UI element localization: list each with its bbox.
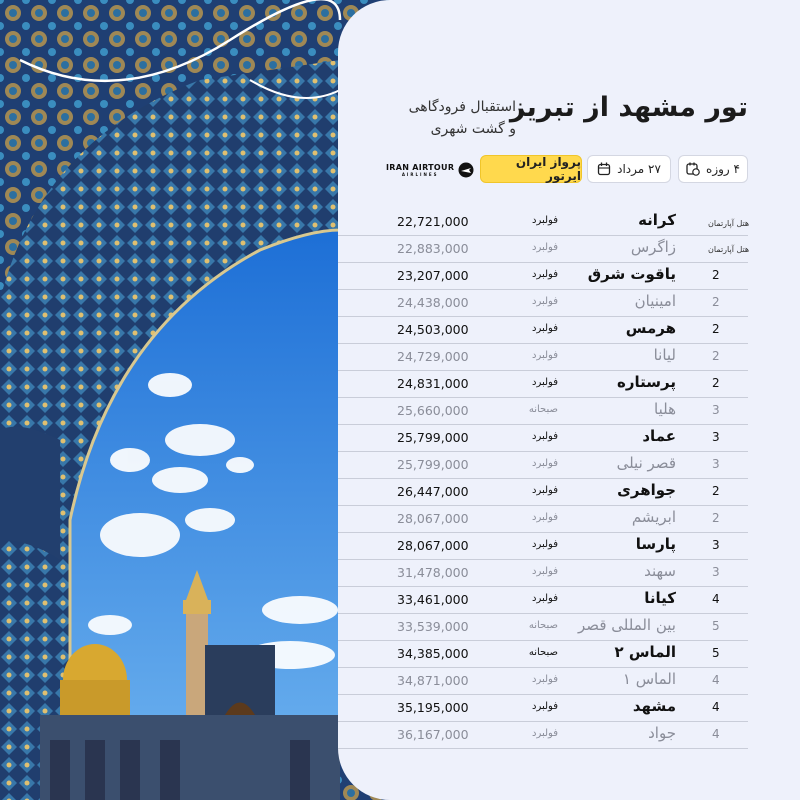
hotel-price: 25,799,000 xyxy=(397,430,469,445)
hotel-stars: 4 xyxy=(712,673,720,687)
hotel-name: کرانه xyxy=(638,211,676,229)
board-type: فولبرد xyxy=(532,566,558,577)
hotel-price: 25,660,000 xyxy=(397,403,469,418)
note-hotel-apartment-2: هتل آپارتمان xyxy=(708,245,750,254)
hotel-price: 33,539,000 xyxy=(397,619,469,634)
airplane-logo-icon xyxy=(458,162,474,178)
table-row xyxy=(338,290,748,317)
board-type: فولبرد xyxy=(532,323,558,334)
hotel-name: بین المللی قصر xyxy=(578,616,676,634)
hotel-stars: 3 xyxy=(712,538,720,552)
calendar-icon xyxy=(597,162,611,176)
flight-badge xyxy=(480,155,582,183)
price-table xyxy=(338,209,800,749)
hotel-stars: 2 xyxy=(712,511,720,525)
duration-label: ۴ روزه xyxy=(706,162,740,176)
board-type: فولبرد xyxy=(532,674,558,685)
hotel-name: مشهد xyxy=(632,697,676,715)
hotel-stars: 2 xyxy=(712,349,720,363)
hotel-stars: 2 xyxy=(712,376,720,390)
table-row xyxy=(338,641,748,668)
airline-logo xyxy=(386,162,474,178)
board-type: فولبرد xyxy=(532,350,558,361)
table-row xyxy=(338,209,748,236)
table-row xyxy=(338,587,748,614)
hotel-name: الماس ۲ xyxy=(614,643,676,661)
note-hotel-apartment-1: هتل آپارتمان xyxy=(708,219,750,228)
page-title: تور مشهد از تبریز xyxy=(509,92,748,123)
hotel-stars: 4 xyxy=(712,727,720,741)
board-type: فولبرد xyxy=(532,458,558,469)
hotel-stars: 2 xyxy=(712,484,720,498)
table-row xyxy=(338,236,748,263)
date-label: ۲۷ مرداد xyxy=(617,162,661,176)
table-row xyxy=(338,506,748,533)
board-type: فولبرد xyxy=(532,431,558,442)
logo-text: IRAN AIRTOUR xyxy=(386,163,455,172)
hotel-stars: 5 xyxy=(712,619,720,633)
hotel-name: لیانا xyxy=(653,346,676,364)
board-type: فولبرد xyxy=(532,593,558,604)
board-type: فولبرد xyxy=(532,242,558,253)
table-row xyxy=(338,722,748,749)
hotel-price: 28,067,000 xyxy=(397,538,469,553)
hotel-price: 22,883,000 xyxy=(397,241,469,256)
table-row xyxy=(338,398,748,425)
table-row xyxy=(338,695,748,722)
hotel-stars: 5 xyxy=(712,646,720,660)
hotel-name: جواد xyxy=(648,724,676,742)
hotel-name: عماد xyxy=(642,427,676,445)
table-row xyxy=(338,371,748,398)
table-row xyxy=(338,668,748,695)
hotel-price: 24,503,000 xyxy=(397,322,469,337)
hotel-name: الماس ۱ xyxy=(622,670,676,688)
table-row xyxy=(338,263,748,290)
board-type: فولبرد xyxy=(532,728,558,739)
table-row xyxy=(338,614,748,641)
hotel-price: 33,461,000 xyxy=(397,592,469,607)
hotel-name: سهند xyxy=(644,562,676,580)
hotel-stars: 2 xyxy=(712,322,720,336)
board-type: فولبرد xyxy=(532,539,558,550)
table-row xyxy=(338,317,748,344)
board-type: صبحانه xyxy=(528,404,558,415)
hotel-stars: 4 xyxy=(712,700,720,714)
board-type: فولبرد xyxy=(532,377,558,388)
hotel-price: 36,167,000 xyxy=(397,727,469,742)
hotel-price: 26,447,000 xyxy=(397,484,469,499)
hotel-stars: 3 xyxy=(712,430,720,444)
board-type: صبحانه xyxy=(528,620,558,631)
hotel-price: 24,831,000 xyxy=(397,376,469,391)
hotel-price: 24,438,000 xyxy=(397,295,469,310)
board-type: فولبرد xyxy=(532,269,558,280)
hotel-price: 25,799,000 xyxy=(397,457,469,472)
hotel-price: 31,478,000 xyxy=(397,565,469,580)
table-row xyxy=(338,425,748,452)
table-row xyxy=(338,452,748,479)
board-type: فولبرد xyxy=(532,701,558,712)
hotel-price: 23,207,000 xyxy=(397,268,469,283)
hotel-name: ابریشم xyxy=(631,508,676,526)
hotel-name: جواهری xyxy=(617,481,676,499)
board-type: صبحانه xyxy=(528,647,558,658)
hotel-name: هلیا xyxy=(654,400,676,418)
hotel-name: هرمس xyxy=(625,319,676,337)
hotel-stars: 3 xyxy=(712,403,720,417)
calendar-clock-icon xyxy=(686,162,700,176)
info-panel xyxy=(338,0,800,800)
board-type: فولبرد xyxy=(532,512,558,523)
hotel-price: 24,729,000 xyxy=(397,349,469,364)
hotel-price: 34,385,000 xyxy=(397,646,469,661)
hotel-name: قصر نیلی xyxy=(616,454,676,472)
board-type: فولبرد xyxy=(532,485,558,496)
subtitle-line2: و گشت شهری xyxy=(430,121,516,137)
hotel-name: زاگرس xyxy=(630,238,676,256)
hotel-stars: 4 xyxy=(712,592,720,606)
subtitle xyxy=(409,96,516,140)
hotel-name: پارسا xyxy=(635,535,676,553)
table-row xyxy=(338,344,748,371)
table-row xyxy=(338,533,748,560)
flight-label: پرواز ایران ایرتور xyxy=(515,155,581,183)
hotel-stars: 3 xyxy=(712,457,720,471)
board-type: فولبرد xyxy=(532,215,558,226)
hotel-price: 35,195,000 xyxy=(397,700,469,715)
hotel-stars: 3 xyxy=(712,565,720,579)
duration-badge xyxy=(678,155,748,183)
table-row xyxy=(338,479,748,506)
hotel-price: 22,721,000 xyxy=(397,214,469,229)
hotel-name: امینیان xyxy=(634,292,676,310)
table-row xyxy=(338,560,748,587)
subtitle-line1: استقبال فرودگاهی xyxy=(408,99,516,115)
hotel-stars: 2 xyxy=(712,268,720,282)
hotel-stars: 2 xyxy=(712,295,720,309)
date-badge xyxy=(587,155,671,183)
hotel-price: 34,871,000 xyxy=(397,673,469,688)
hotel-name: یاقوت شرق xyxy=(587,265,676,283)
logo-subtext: AIRLINES xyxy=(401,172,439,177)
board-type: فولبرد xyxy=(532,296,558,307)
hotel-name: پرستاره xyxy=(617,373,676,391)
hotel-name: کیانا xyxy=(644,589,676,607)
hotel-price: 28,067,000 xyxy=(397,511,469,526)
